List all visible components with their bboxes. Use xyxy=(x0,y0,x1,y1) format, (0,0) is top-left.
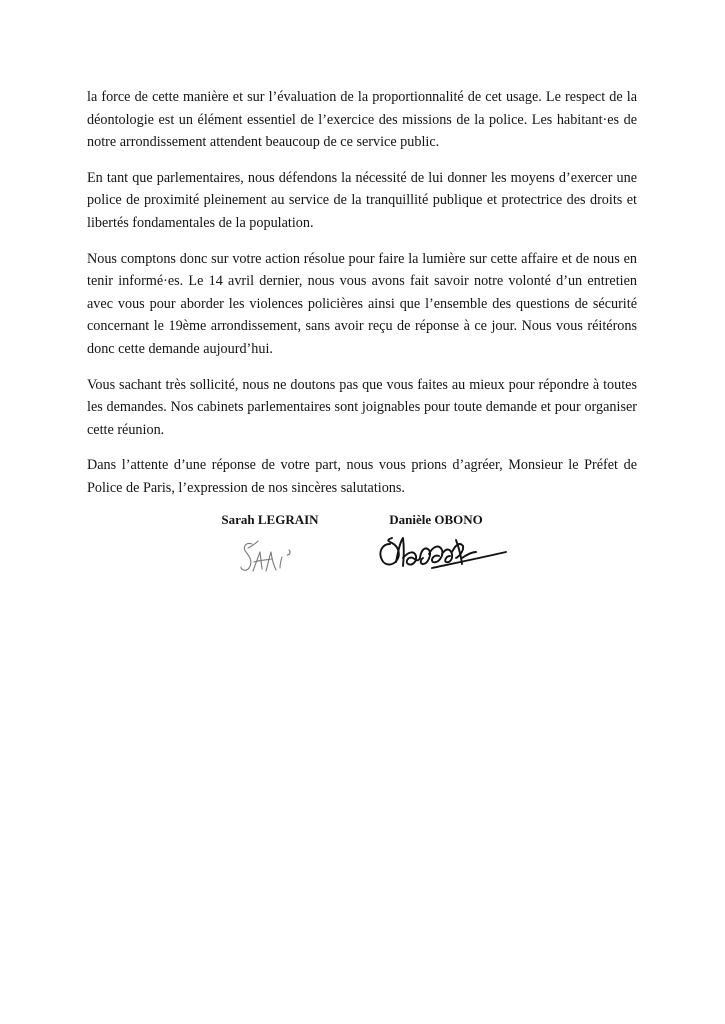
signatory-block-legrain xyxy=(205,512,335,528)
signatory-name-legrain: Sarah LEGRAIN xyxy=(221,512,319,527)
paragraph-cabinets: Vous sachant très sollicité, nous ne doutons pas que vous faites au mieux pour répondre à toutes les demandes. Nos cabinets parlementaires sont joignables pour toute demande et pour organiser cette réunion. xyxy=(87,376,637,438)
paragraph-meeting-request: Nous comptons donc sur votre action résolue pour faire la lumière sur cette affaire et de nous en tenir informé·es. Le 14 avril dernier, nous vous avons fait savoir notre volonté d’un entretien avec vous pour aborder les violences policières ainsi que l’ensemble des questions de sécurité concernant le 19ème arrondissement, sans avoir reçu de réponse à ce jour. Nous vous réitérons donc cette demande aujourd’hui. xyxy=(87,250,637,357)
paragraph-proportionality: la force de cette manière et sur l’évaluation de la proportionnalité de cet usage. Le respect de la déontologie est un élément essentiel de l’exercice des missions de la police. Les habitant·es de notre arrondissement attendent beaucoup de ce service public. xyxy=(87,89,637,151)
paragraph-closing: Dans l’attente d’une réponse de votre part, nous vous prions d’agréer, Monsieur le Préfet de Police de Paris, l’expression de nos sincères salutations. xyxy=(87,457,637,496)
signatory-block-obono xyxy=(370,512,510,528)
handwritten-signature-obono-icon xyxy=(376,532,508,580)
signatory-name-obono: Danièle OBONO xyxy=(389,512,483,527)
handwritten-signature-legrain-icon xyxy=(238,538,298,580)
paragraph-parliamentarians: En tant que parlementaires, nous défendons la nécessité de lui donner les moyens d’exercer une police de proximité pleinement au service de la tranquillité publique et protectrice des droits et libertés fondamentales de la population. xyxy=(87,169,637,231)
letter-body xyxy=(87,86,637,513)
